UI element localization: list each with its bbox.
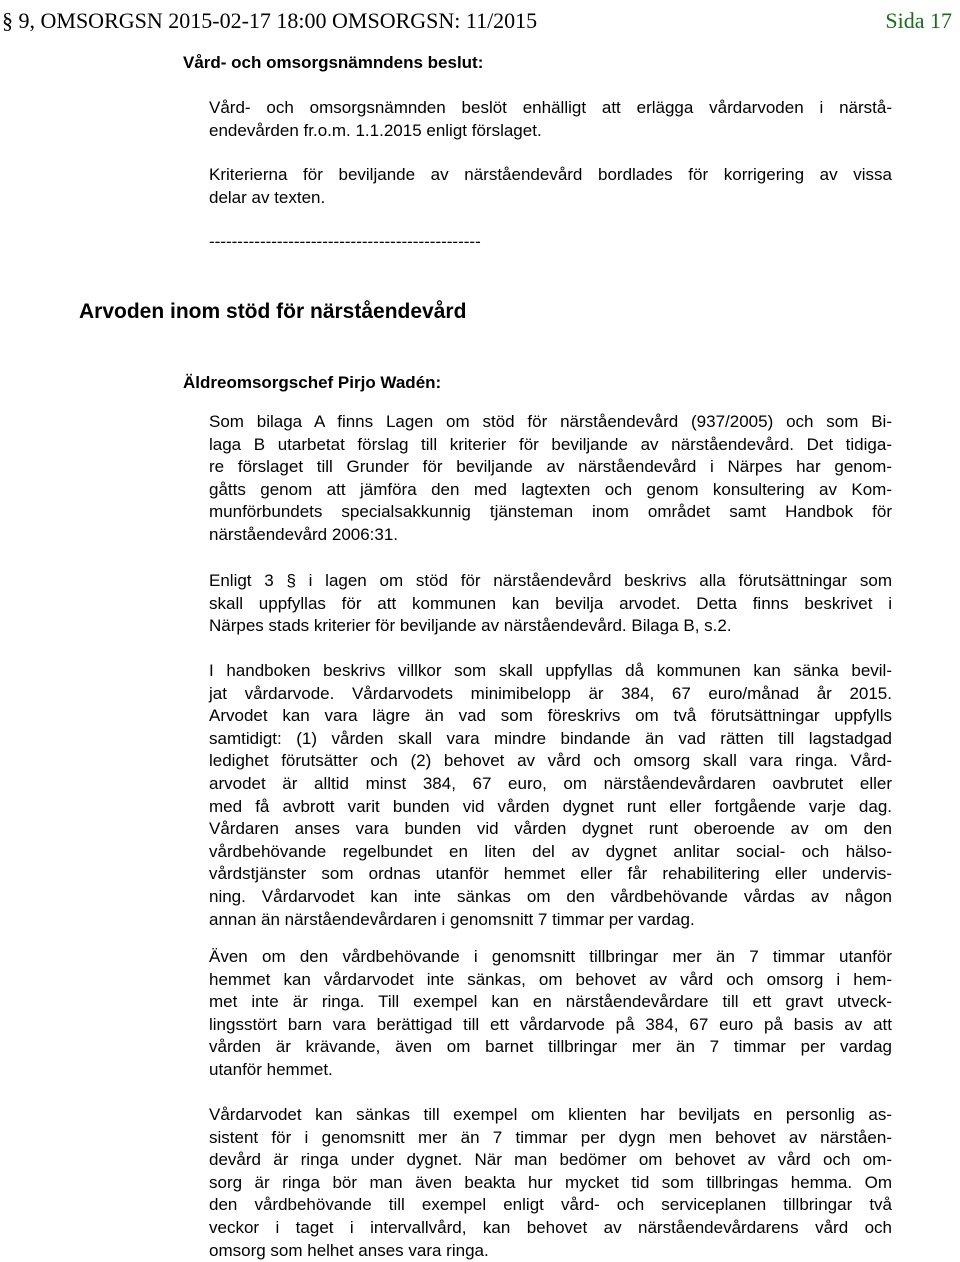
text-line: utanför hemmet. [209,1059,333,1079]
text-line: hemmet kan vårdarvodet inte sänkas, om behovet av vård och omsorg i hem- [209,969,892,989]
text-line: Enligt 3 § i lagen om stöd för närståendevård beskrivs alla förutsättningar som [209,571,892,590]
text-line: gåtts genom att jämföra den med lagtexten och genom konsultering av Kom- [209,479,892,499]
text-line: Vårdarvodet kan sänkas till exempel om klienten har beviljats en personlig as- [209,1105,892,1124]
body-paragraph-3 [209,660,892,931]
text-line: sistent för i genomsnitt mer än 7 timmar per dygn men behovet av närståen- [209,1127,892,1147]
separator-line: ------------------------------------------------ [209,232,481,251]
text-line: sorg är ringa bör man även beakta hur mycket tid som tillbringas hemma. Om [209,1172,892,1192]
text-line: med få avbrott varit bunden vid vården dygnet runt eller fortgående varje dag. [209,796,892,816]
body-paragraph-1 [209,411,892,547]
text-line: lingsstört barn vara berättigad till ett vårdarvode på 384, 67 euro på basis av att [209,1014,892,1034]
text-line: laga B utarbetat förslag till kriterier för beviljande av närståendevård. Det tidiga- [209,434,892,454]
text-line: den vårdbehövande till exempel enligt vård- och serviceplanen tillbringar två [209,1195,892,1215]
text-line: närståendevård 2006:31. [209,524,399,544]
text-line: omsorg som helhet anses vara ringa. [209,1240,489,1260]
text-line: Vårdaren anses vara bunden vid vården dygnet runt oberoende av om den [209,819,892,839]
text-line: ledighet förutsätter och (2) behovet av vård och omsorg skall vara ringa. Vård- [209,751,892,771]
speaker-label: Äldreomsorgschef Pirjo Wadén: [183,373,442,392]
decision-title: Vård- och omsorgsnämndens beslut: [183,53,484,72]
text-line: I handboken beskrivs villkor som skall uppfyllas då kommunen kan sänka bevil- [209,661,892,680]
header-meeting-reference: § 9, OMSORGSN 2015-02-17 18:00 OMSORGSN: 11/2015 [2,8,538,33]
text-line: Kriterierna för beviljande av närståendevård bordlades för korrigering av vissa [209,165,892,184]
decision-paragraph-1 [209,97,892,142]
text-line: delar av texten. [209,187,326,207]
page-header [0,5,960,37]
text-line: munförbundets specialsakkunnig tjänsteman inom området samt Handbok för [209,502,892,522]
text-line: vården är krävande, även om barnet tillbringar mer än 7 timmar per vardag [209,1037,892,1057]
text-line: met inte är ringa. Till exempel kan en närståendevårdare till ett gravt utveck- [209,992,892,1012]
page-number: Sida 17 [885,8,952,33]
body-paragraph-4 [209,946,892,1082]
text-line: veckor i taget i intervallvård, kan behovet av närståendevårdarens vård och [209,1217,892,1237]
body-paragraph-2 [209,570,892,638]
text-line: re förslaget till Grunder för beviljande av närståendevård i Närpes har genom- [209,457,892,477]
text-line: vårdstjänster som ordnas utanför hemmet eller får rehabilitering eller undervis- [209,864,892,884]
text-line: endevården fr.o.m. 1.1.2015 enligt förslaget. [209,120,542,140]
text-line: samtidigt: (1) vården skall vara mindre bindande än vad rätten till lagstadgad [209,728,892,748]
text-line: skall uppfyllas för att kommunen kan bevilja arvodet. Detta finns beskrivet i [209,593,892,613]
text-line: devård är ringa under dygnet. När man bedömer om behovet av vård och om- [209,1150,892,1170]
body-paragraph-5 [209,1104,892,1262]
section-title: Arvoden inom stöd för närståendevård [79,300,467,323]
text-line: Vård- och omsorgsnämnden beslöt enhälligt att erlägga vårdarvoden i närstå- [209,98,892,117]
decision-paragraph-2 [209,164,892,209]
text-line: annan än närståendevårdaren i genomsnitt 7 timmar per vardag. [209,909,695,929]
text-line: Även om den vårdbehövande i genomsnitt tillbringar mer än 7 timmar utanför [209,947,892,966]
text-line: jat vårdarvode. Vårdarvodets minimibelopp är 384, 67 euro/månad år 2015. [209,683,892,703]
text-line: Närpes stads kriterier för beviljande av närståendevård. Bilaga B, s.2. [209,616,732,636]
text-line: Som bilaga A finns Lagen om stöd för närståendevård (937/2005) och som Bi- [209,412,892,431]
text-line: ning. Vårdarvodet kan inte sänkas om den vårdbehövande vårdas av någon [209,886,892,906]
text-line: vårdbehövande regelbundet en liten del av dygnet anlitar social- och hälso- [209,841,892,861]
text-line: arvodet är alltid minst 384, 67 euro, om närståendevårdaren oavbrutet eller [209,773,892,793]
text-line: Arvodet kan vara lägre än vad som föreskrivs om två förutsättningar uppfylls [209,706,892,726]
